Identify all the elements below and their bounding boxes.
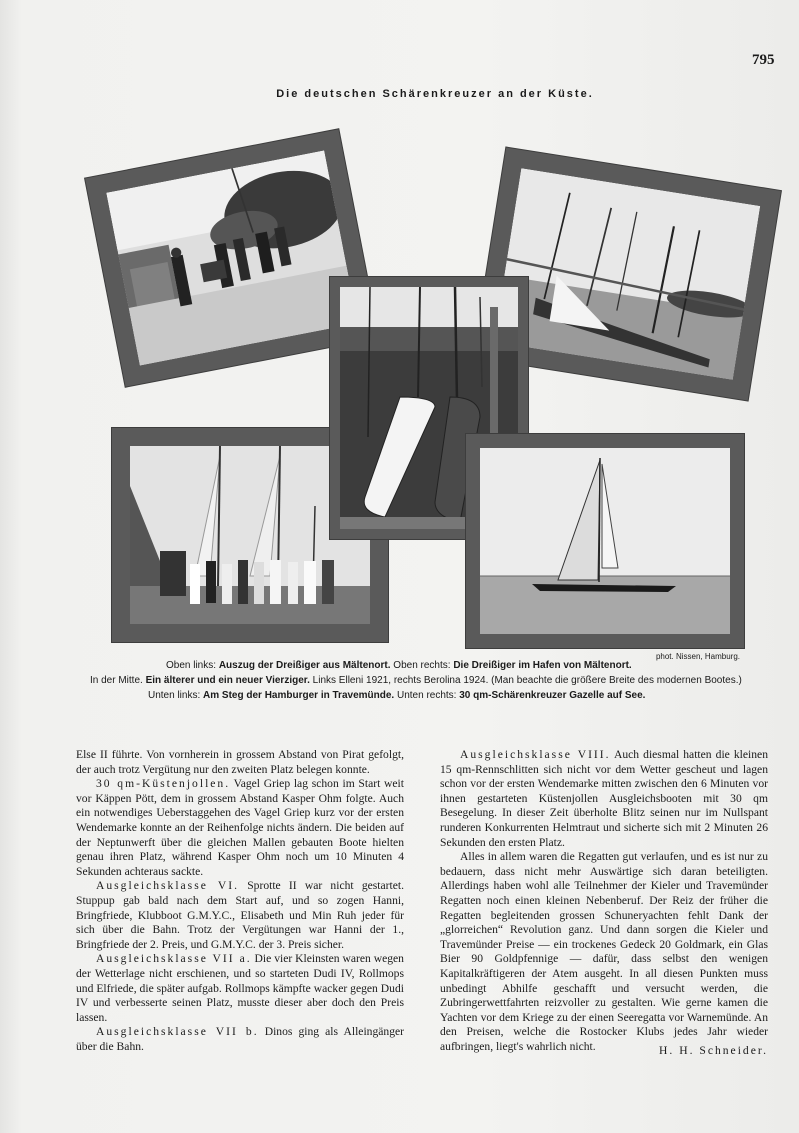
body-paragraph (440, 850, 768, 1054)
body-paragraph (76, 1025, 404, 1054)
caption-title: Die Dreißiger im Hafen von Mältenort. (453, 660, 632, 671)
caption-title: Am Steg der Hamburger in Travemünde. (203, 690, 395, 701)
body-paragraph (76, 879, 404, 952)
body-paragraph (76, 952, 404, 1025)
author-signature: H. H. Schneider. (659, 1044, 768, 1057)
caption-line (90, 673, 780, 688)
caption-line (90, 688, 780, 703)
section-heading: Ausgleichsklasse VIII. (460, 748, 611, 761)
caption-title: 30 qm-Schärenkreuzer Gazelle auf See. (459, 690, 646, 701)
body-paragraph (440, 748, 768, 850)
paragraph-text: Dinos ging als Alleingänger über die Bahn. (76, 1025, 405, 1053)
caption-title: Auszug der Dreißiger aus Mältenort. (218, 660, 391, 671)
caption-title: Ein älterer und ein neuer Vierziger. (145, 675, 310, 686)
caption-text: Unten links: (148, 690, 204, 701)
section-heading: 30 qm-Küstenjollen. (96, 777, 231, 791)
caption-text: Oben links: (166, 660, 219, 671)
caption-text: Oben rechts: (390, 660, 454, 671)
article-header: Die deutschen Schärenkreuzer an der Küste. (276, 88, 594, 100)
paragraph-text: Else II führte. Von vornherein in grossem Abstand von Pirat gefolgt, der auch trotz Vergütung nur den zweiten Platz belegen konnte. (76, 748, 404, 776)
section-heading: Ausgleichsklasse VI. (96, 879, 239, 893)
caption-line (90, 658, 780, 673)
caption-text: Links Elleni 1921, rechts Berolina 1924. (Man beachte die größere Breite des modernen Bootes.) (309, 675, 742, 686)
body-paragraph (76, 777, 404, 879)
photo-bottom-right (466, 434, 744, 648)
photo-credit: phot. Nissen, Hamburg. (655, 652, 740, 661)
section-heading: Ausgleichsklasse VII b. (96, 1025, 259, 1039)
paragraph-text: Vagel Griep lag schon im Start weit vor Käppen Pött, dem in grossem Abstand Kasper Ohm folgte. Auch ein notwendiges Ueberstaggehen des Vagel Griep kurz vor der ersten Wendemarke konnte an der Reihenfolge nichts ändern. Die beiden auf der Neptunwerft über die gleichen Mallen gebauten Boote hielten genau ihren Platz, während Kasper Ohm noch um 10 Minuten 4 Sekunden achteraus sackte. (76, 777, 404, 878)
paragraph-text: Auch diesmal hatten die kleinen 15 qm-Rennschlitten sich nicht vor dem Wetter gescheut und lagen schon vor der ersten Wendemarke mitten zwischen den 6 Minuten vor ihnen gestarteten Küstenjollen Ausgleichsbooten mit 30 qm Besegelung. In dieser Zeit überholte Blitz seinen nur im Nullspant runderen Konkurrenten Helmtraut und sicherte sich mit 2 Minuten 26 Sekunden den ersten Platz. (440, 748, 768, 849)
paragraph-text: Die vier Kleinsten waren wegen der Wetterlage nicht erschienen, und so starteten Dudi IV, Rollmops und Elfriede, die später aufgab. Rollmops kämpfte wacker gegen Dudi IV und verbesserte seinen Platz, musste dieser aber doch den Preis lassen. (76, 952, 404, 1024)
caption-text: In der Mitte. (90, 675, 146, 686)
text-column-right (440, 748, 768, 1054)
paragraph-text: Sprotte II war nicht gestartet. Stuppup gab bald nach dem Start auf, und so zogen Hanni, Bringfriede, Klubboot G.M.Y.C., Elisabeth und Min Ruh jeder für sich über die Bahn. Trotz der Vergütungen war Hanni der 1., Bringfriede der 2. Preis, und G.M.Y.C. der 3. Preis sicher. (76, 879, 404, 951)
caption-text: Unten rechts: (394, 690, 460, 701)
text-column-left (76, 748, 404, 1054)
section-heading: Ausgleichsklasse VII a. (96, 952, 252, 966)
photo-captions (90, 658, 780, 703)
paragraph-text: Alles in allem waren die Regatten gut verlaufen, und es ist nur zu bedauern, dass nicht mehr Auswärtige sich daran beteiligten. Allerdings haben wohl alle Teilnehmer der Kieler und Travemünder Regatten noch einen kleinen Nebenberuf. Der Reiz der früher die Regatten begleitenden grossen Schuneryachten fehlt Dank der „glorreichen“ Revolution ganz. Und dann sorgen die Kieler und Travemünder Preise — ein trockenes Gedeck 20 Goldmark, ein Glas Bier 90 Goldpfennige — dafür, dass selbst den wenigen Kapitalkräftigeren der Atem ausgeht. In all diesen Punkten muss unbedingt Abhilfe geschafft und versucht werden, die Zubringerwettfahrten reizvoller zu gestalten. Wie gerne kamen die Yachten vor dem Kriege zu der einen Seeregatta vor Warnemünde. An den Preisen, welche die Rostocker Klubs jedes Jahr wieder aufbringen, liegt's wahrlich nicht. (440, 850, 768, 1053)
page-number: 795 (752, 52, 775, 68)
body-paragraph (76, 748, 404, 777)
